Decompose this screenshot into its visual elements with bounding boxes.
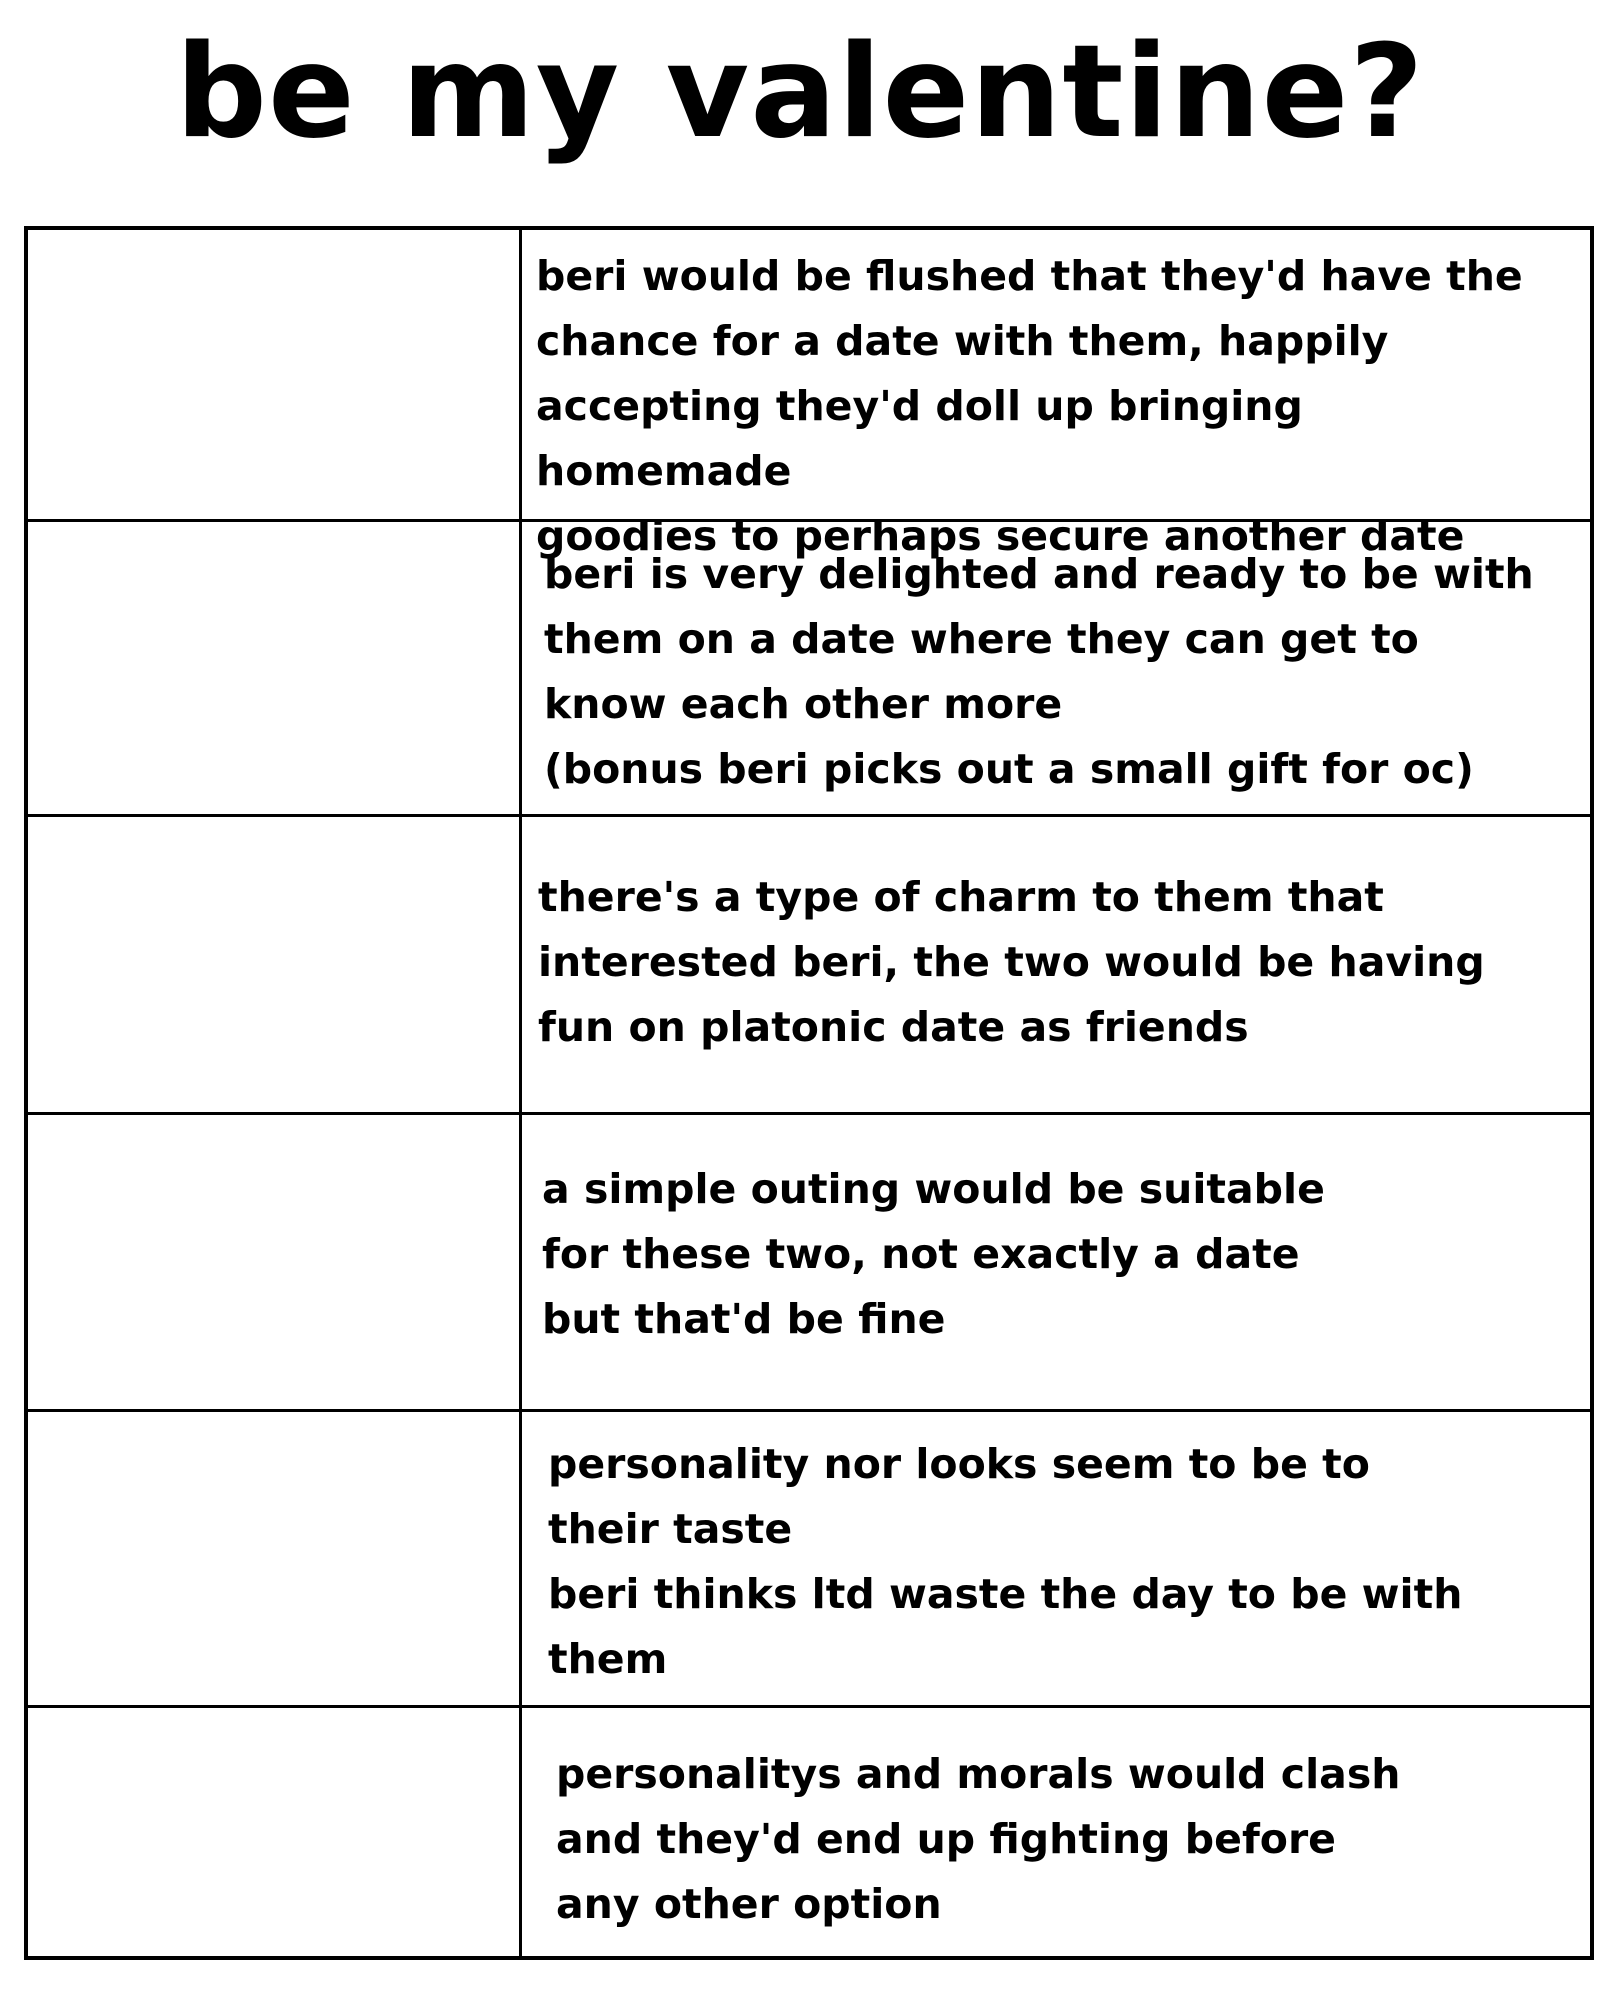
character-slot-2 [28,522,522,817]
valentine-chart-table [24,226,1594,1960]
reaction-text-2: beri is very delighted and ready to be with them on a date where they can get to know each other more (bonus beri picks out a small gift for oc) [522,522,1590,817]
reaction-text-6: personalitys and morals would clash and they'd end up fighting before any other option [556,1750,1401,1928]
reaction-text-3: there's a type of charm to them that interested beri, the two would be having fun on platonic date as friends [522,817,1590,1115]
character-slot-3 [28,817,522,1115]
character-slot-4 [28,1115,522,1412]
character-slot-1 [28,230,522,522]
reaction-text-5: personality nor looks seem to be to their taste beri thinks ltd waste the day to be with them [522,1412,1590,1708]
character-slot-6 [28,1708,522,1956]
page-title: be my valentine? [175,18,1425,167]
reaction-text-4: a simple outing would be suitable for these two, not exactly a date but that'd be fine [522,1115,1590,1412]
character-slot-5 [28,1412,522,1708]
reaction-text-1: beri would be flushed that they'd have the chance for a date with them, happily accepting they'd doll up bringing homemade goodies to perhaps secure another date [522,230,1590,522]
